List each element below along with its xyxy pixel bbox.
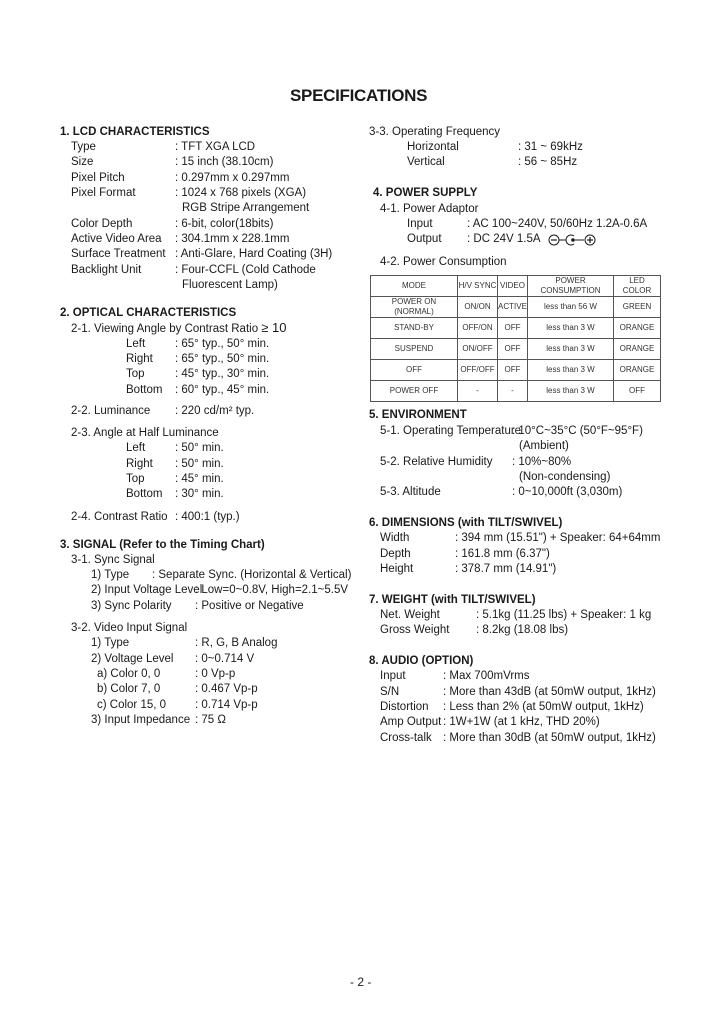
table-cell: OFF (498, 318, 528, 339)
page-title: SPECIFICATIONS (290, 86, 428, 105)
view-value: : 65° typ., 50° min. (175, 338, 270, 350)
table-cell: OFF/OFF (458, 360, 498, 381)
table-cell: OFF (498, 339, 528, 360)
lcd-value: : Anti-Glare, Hard Coating (3H) (175, 248, 333, 260)
frequency-value: : 56 ~ 85Hz (518, 156, 578, 168)
view-label: Left (126, 338, 146, 350)
audio-label: Amp Output (380, 716, 442, 728)
dimension-label: Width (380, 532, 410, 544)
sync-value: : Positive or Negative (195, 600, 304, 612)
luminance-label: 2-2. Luminance (71, 405, 151, 417)
signal-heading: 3. SIGNAL (Refer to the Timing Chart) (60, 539, 265, 551)
lcd-value: : Four-CCFL (Cold Cathode (175, 264, 316, 276)
lcd-value: Fluorescent Lamp) (182, 279, 278, 291)
lcd-value: : 15 inch (38.10cm) (175, 156, 274, 168)
viewing-angle-label: 2-1. Viewing Angle by Contrast Ratio (71, 323, 259, 335)
frequency-title: 3-3. Operating Frequency (369, 126, 501, 138)
view-value: : 65° typ., 50° min. (175, 353, 270, 365)
dimension-label: Depth (380, 548, 411, 560)
lcd-value: : 0.297mm x 0.297mm (175, 172, 290, 184)
table-header: MODE (371, 276, 458, 297)
table-cell: ORANGE (614, 360, 661, 381)
viewing-angle-symbol: ≥ 10 (261, 320, 287, 335)
view-value: : 60° typ., 45° min. (175, 384, 270, 396)
video-value: : 0.467 Vp-p (195, 683, 258, 695)
lcd-value: : 304.1mm x 228.1mm (175, 233, 290, 245)
lcd-label: Size (71, 156, 94, 168)
table-row (371, 339, 661, 360)
environment-label: 5-1. Operating Temperature (380, 425, 522, 437)
half-luminance-title: 2-3. Angle at Half Luminance (71, 427, 219, 439)
half-label: Bottom (126, 488, 163, 500)
video-label: a) Color 0, 0 (97, 668, 161, 680)
table-cell: ON/OFF (458, 339, 498, 360)
lcd-value: : 1024 x 768 pixels (XGA) (175, 187, 307, 199)
contrast-label: 2-4. Contrast Ratio (71, 511, 168, 523)
lcd-label: Surface Treatment (71, 248, 166, 260)
polarity-symbol-icon (548, 233, 602, 247)
adaptor-label: Output (407, 233, 442, 245)
lcd-label: Pixel Format (71, 187, 136, 199)
table-cell: GREEN (614, 297, 661, 318)
weight-value: : 5.1kg (11.25 lbs) + Speaker: 1 kg (476, 609, 652, 621)
table-cell: STAND-BY (371, 318, 458, 339)
optical-heading: 2. OPTICAL CHARACTERISTICS (60, 307, 237, 319)
table-header: LED COLOR (614, 276, 661, 297)
video-value: : 0~0.714 V (195, 653, 255, 665)
frequency-label: Vertical (407, 156, 445, 168)
video-label: 3) Input Impedance (91, 714, 191, 726)
video-value: : R, G, B Analog (195, 637, 278, 649)
sync-label: 1) Type (91, 569, 130, 581)
sync-label: 3) Sync Polarity (91, 600, 172, 612)
consumption-title: 4-2. Power Consumption (380, 256, 507, 268)
audio-value: : More than 43dB (at 50mW output, 1kHz) (443, 686, 656, 698)
table-cell: SUSPEND (371, 339, 458, 360)
sync-signal-title: 3-1. Sync Signal (71, 554, 155, 566)
lcd-label: Color Depth (71, 218, 133, 230)
adaptor-value: : DC 24V 1.5A (467, 233, 541, 245)
table-cell: less than 3 W (528, 360, 614, 381)
dimension-value: : 161.8 mm (6.37") (455, 548, 550, 560)
table-header-row (371, 276, 661, 297)
table-header: VIDEO (498, 276, 528, 297)
environment-label: 5-3. Altitude (380, 486, 441, 498)
audio-value: : Less than 2% (at 50mW output, 1kHz) (443, 701, 644, 713)
contrast-value: : 400:1 (typ.) (175, 511, 240, 523)
audio-label: S/N (380, 686, 400, 698)
table-cell: POWER ON (NORMAL) (371, 297, 458, 318)
audio-label: Input (380, 670, 406, 682)
dimension-label: Height (380, 563, 414, 575)
table-cell: POWER OFF (371, 381, 458, 402)
video-value: : 75 Ω (195, 714, 226, 726)
viewing-angle-title (71, 321, 287, 336)
table-cell: OFF/ON (458, 318, 498, 339)
table-header: POWER CONSUMPTION (528, 276, 614, 297)
environment-label: 5-2. Relative Humidity (380, 456, 493, 468)
table-cell: ON/ON (458, 297, 498, 318)
environment-value: (Ambient) (519, 440, 569, 452)
table-header: H/V SYNC (458, 276, 498, 297)
table-cell: - (498, 381, 528, 402)
half-value: : 45° min. (175, 473, 224, 485)
adaptor-value: : AC 100~240V, 50/60Hz 1.2A-0.6A (467, 218, 648, 230)
lcd-label: Backlight Unit (71, 264, 142, 276)
audio-value: : 1W+1W (at 1 kHz, THD 20%) (443, 716, 600, 728)
audio-label: Cross-talk (380, 732, 432, 744)
table-cell: less than 3 W (528, 339, 614, 360)
table-row (371, 297, 661, 318)
lcd-heading: 1. LCD CHARACTERISTICS (60, 126, 210, 138)
lcd-value: RGB Stripe Arrangement (182, 202, 310, 214)
luminance-value: : 220 cd/m² typ. (175, 405, 255, 417)
table-cell: ACTIVE (498, 297, 528, 318)
video-label: 1) Type (91, 637, 130, 649)
half-value: : 50° min. (175, 458, 224, 470)
view-label: Top (126, 368, 145, 380)
table-cell: OFF (371, 360, 458, 381)
dimension-value: : 378.7 mm (14.91") (455, 563, 557, 575)
half-label: Left (126, 442, 146, 454)
frequency-value: : 31 ~ 69kHz (518, 141, 583, 153)
weight-label: Gross Weight (380, 624, 450, 636)
view-label: Bottom (126, 384, 163, 396)
audio-value: : Max 700mVrms (443, 670, 530, 682)
table-cell: ORANGE (614, 339, 661, 360)
weight-label: Net. Weight (380, 609, 440, 621)
environment-value: : 10%~80% (512, 456, 572, 468)
adaptor-label: Input (407, 218, 433, 230)
half-value: : 50° min. (175, 442, 224, 454)
audio-label: Distortion (380, 701, 429, 713)
dimensions-heading: 6. DIMENSIONS (with TILT/SWIVEL) (369, 517, 563, 529)
sync-label: 2) Input Voltage Level (91, 584, 203, 596)
lcd-label: Pixel Pitch (71, 172, 125, 184)
table-cell: - (458, 381, 498, 402)
sync-value: : Separate Sync. (Horizontal & Vertical) (152, 569, 352, 581)
environment-value: (Non-condensing) (519, 471, 611, 483)
video-label: c) Color 15, 0 (97, 699, 167, 711)
audio-value: : More than 30dB (at 50mW output, 1kHz) (443, 732, 656, 744)
half-label: Right (126, 458, 153, 470)
weight-value: : 8.2kg (18.08 lbs) (476, 624, 569, 636)
page-number: - 2 - (350, 975, 372, 989)
table-cell: less than 3 W (528, 318, 614, 339)
table-cell: OFF (498, 360, 528, 381)
table-cell: less than 3 W (528, 381, 614, 402)
dimension-value: : 394 mm (15.51") + Speaker: 64+64mm (455, 532, 661, 544)
video-value: : 0 Vp-p (195, 668, 236, 680)
power-consumption-table (370, 275, 661, 402)
lcd-value: : 6-bit, color(18bits) (175, 218, 274, 230)
environment-value: : 10°C~35°C (50°F~95°F) (512, 425, 643, 437)
table-cell: less than 56 W (528, 297, 614, 318)
adaptor-title: 4-1. Power Adaptor (380, 203, 479, 215)
environment-value: : 0~10,000ft (3,030m) (512, 486, 623, 498)
table-row (371, 318, 661, 339)
lcd-label: Type (71, 141, 96, 153)
power-heading: 4. POWER SUPPLY (373, 187, 478, 199)
video-input-title: 3-2. Video Input Signal (71, 622, 188, 634)
lcd-label: Active Video Area (71, 233, 162, 245)
audio-heading: 8. AUDIO (OPTION) (369, 655, 474, 667)
table-row (371, 360, 661, 381)
table-cell: ORANGE (614, 318, 661, 339)
sync-value: : Low=0~0.8V, High=2.1~5.5V (195, 584, 349, 596)
video-value: : 0.714 Vp-p (195, 699, 258, 711)
view-label: Right (126, 353, 153, 365)
lcd-value: : TFT XGA LCD (175, 141, 256, 153)
video-label: b) Color 7, 0 (97, 683, 161, 695)
table-cell: OFF (614, 381, 661, 402)
environment-heading: 5. ENVIRONMENT (369, 409, 467, 421)
video-label: 2) Voltage Level (91, 653, 174, 665)
half-label: Top (126, 473, 145, 485)
view-value: : 45° typ., 30° min. (175, 368, 270, 380)
table-row (371, 381, 661, 402)
weight-heading: 7. WEIGHT (with TILT/SWIVEL) (369, 594, 536, 606)
frequency-label: Horizontal (407, 141, 459, 153)
half-value: : 30° min. (175, 488, 224, 500)
